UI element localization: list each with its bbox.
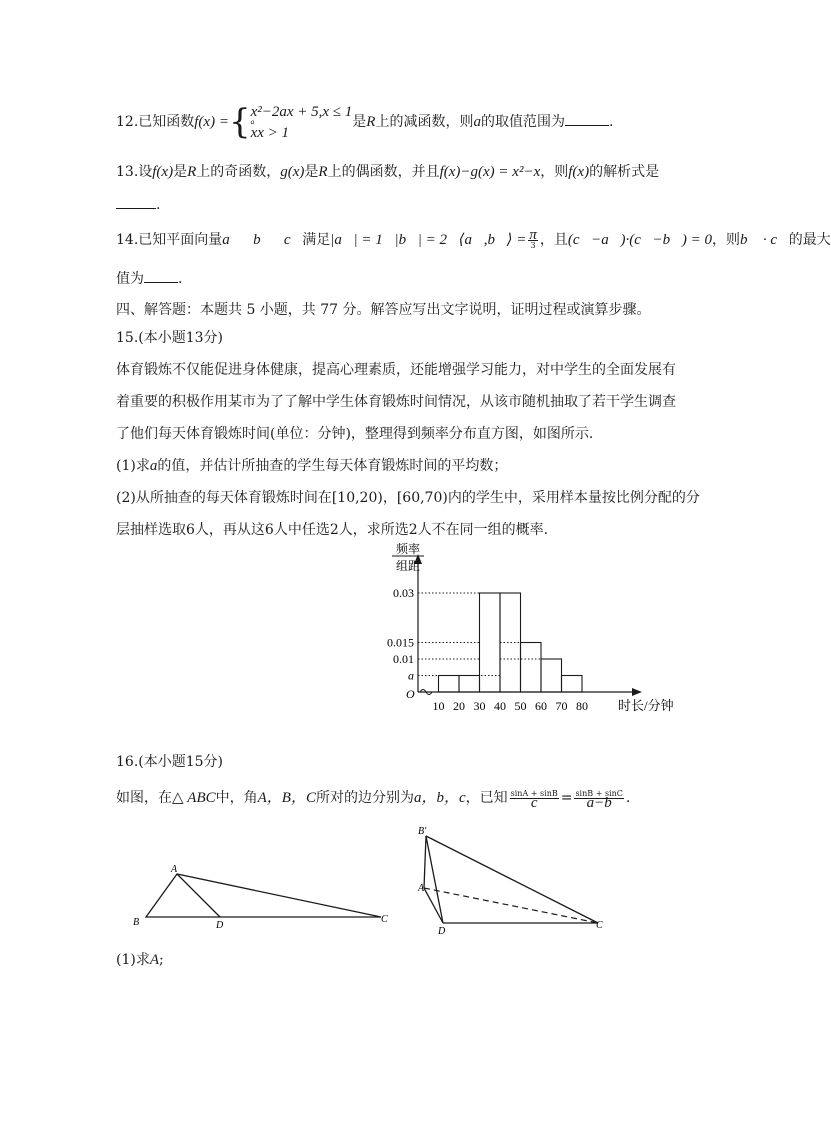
answer-blank <box>144 268 178 283</box>
q14-condition2: (c⃗−a⃗)·(c⃗−b⃗) = 0 <box>567 232 712 248</box>
q13-gx: g(x) <box>280 164 305 180</box>
x-tick-label: 50 <box>514 699 527 713</box>
q14-line2: 值为 <box>116 271 144 287</box>
q14-dot-product: b⃗ · c⃗ <box>739 232 789 248</box>
q14-t1: 满足 <box>302 232 331 248</box>
segment-ad <box>177 874 220 917</box>
q12-R: R <box>366 114 376 130</box>
histogram-bar <box>521 643 542 693</box>
q12-suffix2: 的取值范围为 <box>480 114 565 130</box>
q14-t3: ，则 <box>711 232 740 248</box>
piecewise-function <box>251 105 353 140</box>
q12-suffix1: 上的减函数，则 <box>375 114 474 130</box>
question-13-line2 <box>116 194 160 215</box>
frequency-histogram <box>360 540 700 720</box>
question-12 <box>116 102 613 142</box>
q15-paragraph-line2: 着重要的积极作用某市为了了解中学生体育锻炼时间情况，从该市随机抽取了若干学生调查 <box>116 394 676 410</box>
segment-b-prime-c <box>426 836 598 923</box>
q16-statement: 如图，在△ ABC中，角A，B，C所对的边分别为a，b，c，已知 $\frac{\sin A + \sin B}{c}$ = $\frac{\sin B + \sin C}{a-b}$ . <box>116 788 631 811</box>
histogram-bar <box>541 659 562 692</box>
triangle-abc <box>146 874 381 917</box>
label-C: C <box>596 920 603 931</box>
q13-fx2: f(x) <box>568 164 590 180</box>
piecewise-brace: { <box>228 102 251 142</box>
q12-prefix: 12.已知函数 <box>116 114 195 130</box>
q14-prefix: 14.已知平面向量 <box>116 232 223 248</box>
x-tick-label: 30 <box>473 699 486 713</box>
q13-t4: 上的偶函数，并且 <box>327 164 440 180</box>
question-14 <box>116 226 831 250</box>
q13-R: R <box>187 164 197 180</box>
label-B: B <box>133 917 140 928</box>
q15-subquestion-2-line1: (2)从所抽查的每天体育锻炼时间在[10,20)，[60,70)内的学生中，采用样本量按比例分配的分 <box>116 490 700 506</box>
q14-condition1: |a⃗| = 1，|b⃗| = 2，⟨a⃗,b⃗⟩ = <box>330 232 527 248</box>
histogram-bar <box>459 676 480 693</box>
x-tick-label: 60 <box>535 699 547 713</box>
q12-mid: 是 <box>352 114 367 130</box>
section-heading: 四、解答题：本题共 5 小题，共 77 分。解答应写出文字说明，证明过程或演算步骤。 <box>116 302 651 318</box>
q12-end: . <box>608 114 614 130</box>
y-axis-label-denominator: 组距 <box>395 559 421 573</box>
answer-blank <box>565 111 609 126</box>
q12-piece2: xx > 1 <box>250 124 290 141</box>
segment-ac-dashed <box>424 888 598 923</box>
x-tick-label: 80 <box>576 699 588 713</box>
q14-t2: ，且 <box>539 232 568 248</box>
histogram-bar <box>500 593 521 692</box>
q15-subquestion-1: (1)求a的值，并估计所抽查的学生每天体育锻炼时间的平均数； <box>116 458 508 474</box>
q15-subquestion-2-line2: 层抽样选取6人，再从这6人中任选2人，求所选2人不在同一组的概率. <box>116 522 549 538</box>
y-axis-label-numerator: 频率 <box>395 542 421 556</box>
x-tick-label: 40 <box>494 699 506 713</box>
q15-title: 15.(本小题13分) <box>116 330 224 346</box>
q16-subquestion-1: (1)求A; <box>116 952 164 968</box>
q13-equation: f(x)−g(x) = x²−x <box>439 164 541 180</box>
histogram-bar <box>439 676 460 693</box>
histogram-bar <box>480 593 501 692</box>
q13-prefix: 13.设 <box>116 164 153 180</box>
y-tick-label: 0.03 <box>393 586 414 600</box>
label-B-prime: B′ <box>418 826 427 837</box>
label-A: A <box>171 864 178 875</box>
q13-t1: 是 <box>173 164 188 180</box>
label-A: A <box>418 883 425 894</box>
triangle-figure-2 <box>410 822 610 936</box>
q13-t6: 的解析式是 <box>589 164 660 180</box>
question-13 <box>116 162 659 182</box>
segment-b-prime-d <box>426 836 443 923</box>
answer-blank <box>116 194 156 209</box>
triangle-figure-1 <box>120 858 400 938</box>
x-tick-label: 70 <box>555 699 568 713</box>
q15-paragraph-line1: 体育锻炼不仅能促进身体健康，提高心理素质，还能增强学习能力，对中学生的全面发展有 <box>116 362 676 378</box>
q13-t2: 上的奇函数， <box>196 164 281 180</box>
label-D: D <box>216 920 224 931</box>
y-tick-label: a <box>408 668 414 683</box>
q13-t5: ，则 <box>540 164 569 180</box>
question-14-line2 <box>116 268 182 289</box>
origin-label: O <box>406 687 415 701</box>
q14-end: . <box>178 271 183 287</box>
q16-title: 16.(本小题15分) <box>116 754 224 770</box>
x-axis-label: 时长/分钟 <box>618 698 674 713</box>
fraction-1: $\frac{\sin A + \sin B}{c}$ <box>510 788 558 811</box>
label-D: D <box>438 926 446 937</box>
q13-t3: 是 <box>304 164 319 180</box>
q13-end: . <box>156 197 161 213</box>
x-axis-arrow <box>632 688 642 696</box>
q13-fx: f(x) <box>152 164 174 180</box>
q14-vectors: a⃗，b⃗，c⃗ <box>222 232 303 248</box>
q12-a: a <box>473 114 481 130</box>
pi-over-3: $\frac{\pi}{3}$ <box>529 226 537 250</box>
segment-b-prime-a <box>424 836 426 888</box>
q14-t4: 的最大 <box>788 232 831 248</box>
q15-paragraph-line3: 了他们每天体育锻炼时间(单位：分钟)，整理得到频率分布直方图，如图所示. <box>116 426 594 442</box>
label-C: C <box>381 914 388 925</box>
x-tick-label: 20 <box>453 699 465 713</box>
histogram-bar <box>562 676 583 693</box>
fraction-2: $\frac{\sin B + \sin C}{a-b}$ <box>575 788 623 811</box>
y-tick-label: 0.01 <box>393 652 414 666</box>
q13-R2: R <box>318 164 328 180</box>
q12-piece1: x²−2ax + 5,x ≤ 1 <box>250 103 353 120</box>
q12-piece2-top: a <box>250 117 255 126</box>
q12-fx: f(x) = <box>194 114 229 130</box>
y-tick-label: 0.015 <box>387 635 414 650</box>
x-tick-label: 10 <box>432 699 445 713</box>
